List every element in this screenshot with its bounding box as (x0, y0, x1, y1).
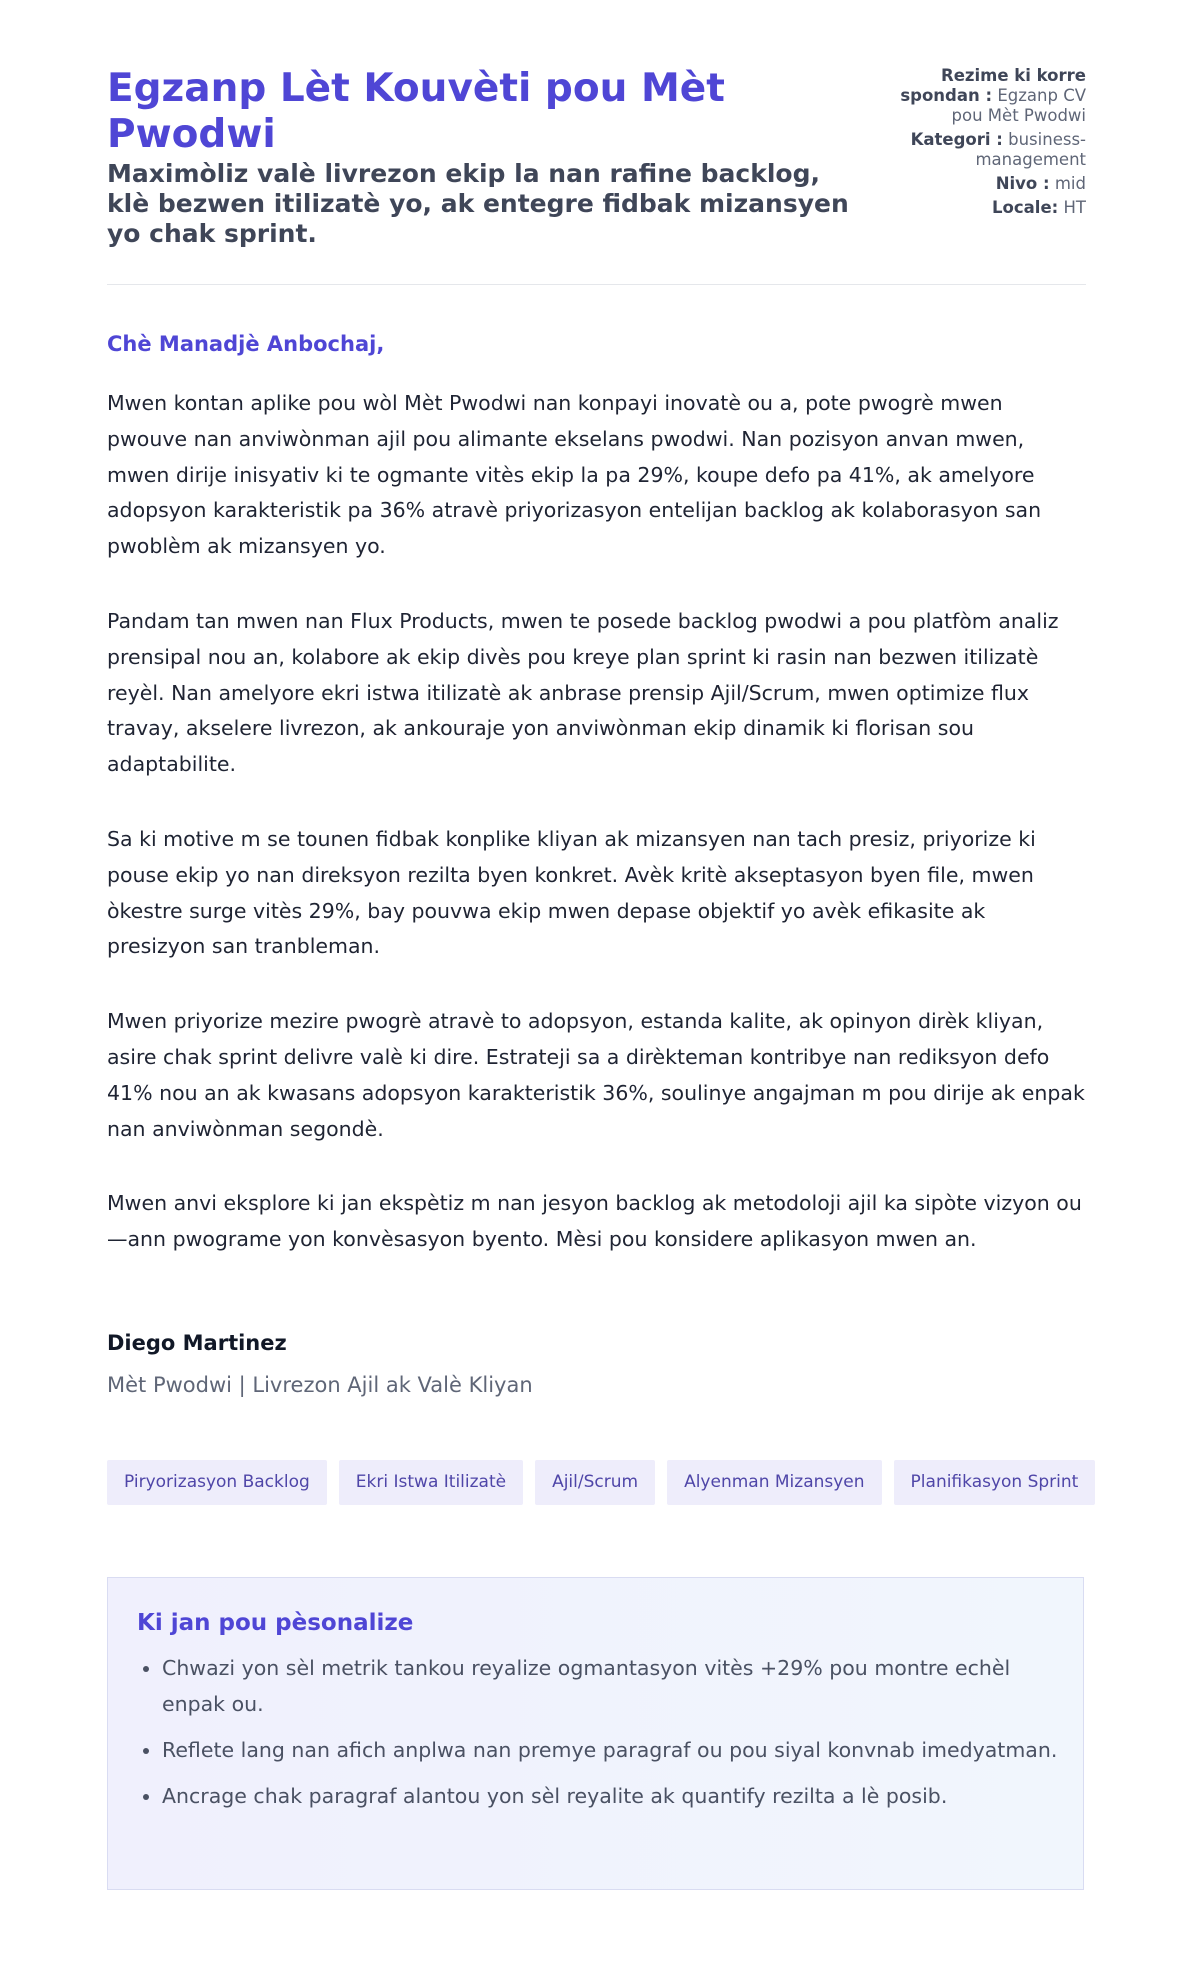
letter-body (107, 386, 1089, 1297)
page-subtitle: Maximòliz valè livrezon ekip la nan rafine backlog, klè bezwen itilizatè yo, ak entegre fidbak mizansyen yo chak sprint. (107, 159, 849, 248)
metadata-panel (866, 66, 1086, 222)
customization-tips-box (107, 1577, 1084, 1890)
meta-category (866, 130, 1086, 170)
tip-item: • Ancrage chak paragraf alantou yon sèl reyalite ak quantify rezilta a lè posib. (162, 1778, 1062, 1814)
salutation: Chè Manadjè Anbochaj, (107, 332, 385, 356)
meta-locale-value: HT (1063, 198, 1086, 217)
skill-tag: Planifikasyon Sprint (894, 1460, 1096, 1505)
letter-paragraph-1: Mwen kontan aplike pou wòl Mèt Pwodwi nan konpayi inovatè ou a, pote pwogrè mwen pwouve nan anviwònman ajil pou alimante ekselans pwodwi. Nan pozisyon anvan mwen, mwen dirije inisyativ ki te ogmante vitès ekip la pa 29%, koupe defo pa 41%, ak amelyore adopsyon karakteristik pa 36% atravè priyorizasyon entelijan backlog ak kolaborasyon san pwoblèm ak mizansyen yo. (107, 391, 1042, 559)
letter-paragraph-3: Sa ki motive m se tounen fidbak konplike kliyan ak mizansyen nan tach presiz, priyorize ki pouse ekip yo nan direksyon rezilta byen konkret. Avèk kritè akseptasyon byen file, mwen òkestre surge vitès 29%, bay pouvwa ekip mwen depase objektif yo avèk efikasite ak presizyon san tranbleman. (107, 826, 1036, 959)
skill-tag: Piryorizasyon Backlog (107, 1460, 327, 1505)
skill-tag: Alyenman Mizansyen (667, 1460, 881, 1505)
letter-paragraph-2: Pandam tan mwen nan Flux Products, mwen te posede backlog pwodwi a pou platfòm analiz prensipal nou an, kolabore ak ekip divès pou kreye plan sprint ki rasin nan bezwen itilizatè reyèl. Nan amelyore ekri istwa itilizatè ak anbrase prensip Ajil/Scrum, mwen optimize flux travay, akselere livrezon, ak ankouraje yon anviwònman ekip dinamik ki florisan sou adaptabilite. (107, 608, 1059, 777)
page-title: Egzanp Lèt Kouvèti pou Mèt Pwodwi (107, 66, 725, 157)
meta-locale-label: Locale: (992, 198, 1059, 217)
letter-paragraph-5: Mwen anvi eksplore ki jan ekspètiz m nan jesyon backlog ak metodoloji ajil ka sipòte vizyon ou—ann pwograme yon konvèsasyon byento. Mèsi pou konsidere aplikasyon mwen an. (107, 1191, 1082, 1252)
meta-category-label: Kategori : (910, 130, 1003, 149)
meta-level-label: Nivo : (995, 174, 1050, 193)
page-header (107, 66, 1086, 285)
meta-resume (866, 66, 1086, 126)
tip-item: • Chwazi yon sèl metrik tankou reyalize ogmantasyon vitès +29% pou montre echèl enpak ou. (162, 1650, 1062, 1722)
meta-locale (866, 198, 1086, 218)
signature-name: Diego Martinez (107, 1331, 287, 1355)
meta-resume-label: Rezime ki korre spondan : (900, 66, 1086, 105)
skill-tag: Ekri Istwa Itilizatè (339, 1460, 523, 1505)
skill-tags (107, 1460, 1107, 1505)
meta-category-value: business-management (975, 130, 1086, 169)
meta-level (866, 174, 1086, 194)
signature-title: Mèt Pwodwi | Livrezon Ajil ak Valè Kliyan (107, 1373, 533, 1397)
meta-resume-value: Egzanp CV pou Mèt Pwodwi (951, 86, 1086, 125)
tips-title: Ki jan pou pèsonalize (137, 1610, 414, 1636)
letter-paragraph-4: Mwen priyorize mezire pwogrè atravè to adopsyon, estanda kalite, ak opinyon dirèk kliyan, asire chak sprint delivre valè ki dire. Estrateji sa a dirèkteman kontribye nan rediksyon defo 41% nou an ak kwasans adopsyon karakteristik 36%, soulinye angajman m pou dirije ak enpak nan anviwònman segondè. (107, 1009, 1085, 1141)
meta-level-value: mid (1054, 174, 1086, 193)
tip-item: • Reflete lang nan afich anplwa nan premye paragraf ou pou siyal konvnab imedyatman. (162, 1732, 1062, 1768)
skill-tag: Ajil/Scrum (535, 1460, 655, 1505)
tips-list (137, 1650, 1062, 1824)
